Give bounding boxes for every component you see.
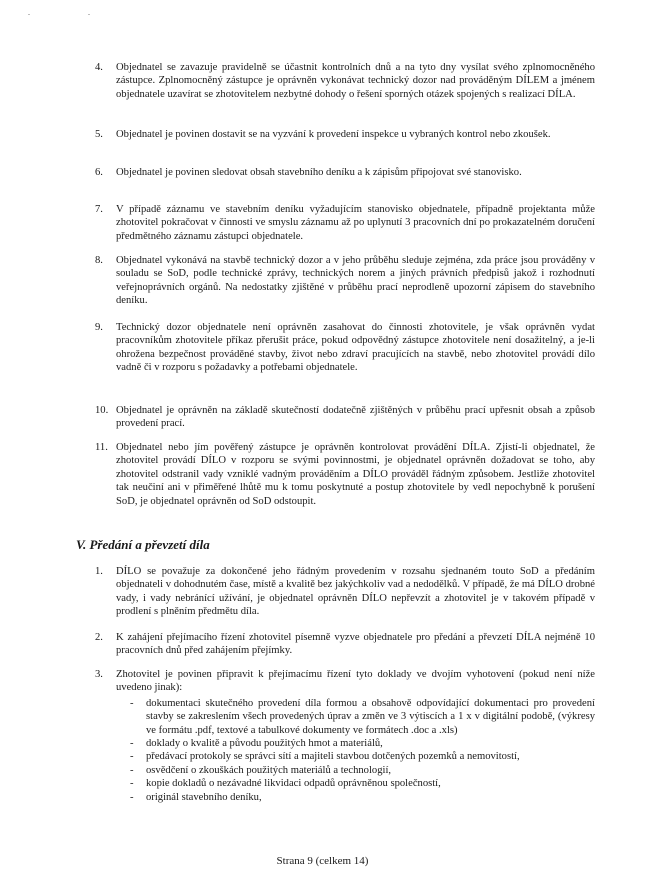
item-number: 4. (95, 62, 103, 73)
list-item (95, 128, 595, 141)
sub-list-item: - předávací protokoly se správci sítí a majiteli stavbou dotčených pozemků a nemovitostí, (130, 750, 595, 763)
item-text: Objednatel vykonává na stavbě technický dozor a v jeho průběhu sleduje zejména, zda práce jsou prováděny v souladu se SoD, podle technické zprávy, technických norem a jiných právních předpisů jakož i rozhodnutí veřejnoprávních orgánů. Na nedostatky zjištěné v průběhu prací neprodleně upozorní zápisem do stavebního deníku. (116, 255, 595, 307)
sub-list-item: - osvědčení o zkouškách použitých materiálů a technologií, (130, 764, 595, 777)
item-number: 9. (95, 322, 103, 333)
sub-list-item: - doklady o kvalitě a původu použitých hmot a materiálů, (130, 737, 595, 750)
item-number: 1. (95, 566, 103, 577)
item-text: Objednatel je povinen sledovat obsah stavebního deníku a k zápisům připojovat své stanovisko. (116, 167, 522, 178)
corner-marks: . . (28, 8, 118, 17)
item-text: Objednatel nebo jím pověřený zástupce je oprávněn kontrolovat provádění DÍLA. Zjistí-li objednatel, že zhotovitel provádí DÍLO v rozporu se svými povinnostmi, je objednatel oprávněn dožadovat se toho, aby zhotovitel odstranil vady vzniklé vadným prováděním a DÍLO prováděl řádným způsobem. Jestliže zhotovitel tak neučiní ani v přiměřené lhůtě mu k tomu poskytnuté a postup zhotovitele by vedl nepochybně k porušení SoD, je objednatel oprávněn od SoD odstoupit. (116, 442, 595, 507)
item-text: V případě záznamu ve stavebním deníku vyžadujícím stanovisko objednatele, případně projektanta může zhotovitel pokračovat v činnosti ve smyslu záznamu až po uplynutí 3 pracovních dní po prokazatelném doručení předmětného záznamu zástupci objednatele. (116, 204, 595, 242)
item-text-body: Zhotovitel je povinen připravit k přejímacímu řízení tyto doklady ve dvojím vyhotovení (pokud není níže uvedeno jinak): (116, 669, 595, 694)
document-checklist (116, 697, 595, 804)
item-text: Objednatel je oprávněn na základě skutečností dodatečně zjištěných v průběhu prací upřesnit obsah a způsob provedení prací. (116, 405, 595, 430)
list-item (95, 441, 595, 508)
list-item (95, 631, 595, 658)
item-text: Technický dozor objednatele není oprávněn zasahovat do činnosti zhotovitele, je však oprávněn vydat pracovníkům zhotovitele příkaz přerušit práce, pokud odpovědný zástupce zhotovitele není dosažitelný, a je-li ohrožena bezpečnost prováděné stavby, život nebo zdraví pracujících na stavbě, nebo zhotovitel provádí dílo vadně či v rozporu s požadavky a potřebami objednatele. (116, 322, 595, 374)
list-item (95, 668, 595, 804)
list-item (95, 254, 595, 308)
item-number: 5. (95, 129, 103, 140)
sub-list-item: - originál stavebního deníku, (130, 791, 595, 804)
list-item (95, 203, 595, 243)
item-text: Objednatel se zavazuje pravidelně se účastnit kontrolních dnů a na tyto dny vysílat svého zplnomocněného zástupce. Zplnomocněný zástupce je oprávněn vykonávat technický dozor nad prováděným DÍLEM a jménem objednatele uzavírat se zhotovitelem nezbytné dohody o řešení sporných otázek spojených s realizací DÍLA. (116, 62, 595, 100)
item-text: K zahájení přejímacího řízení zhotovitel písemně vyzve objednatele pro předání a převzetí DÍLA nejméně 10 pracovních dnů před zahájením přejímky. (116, 632, 595, 657)
item-text (116, 668, 595, 804)
item-number: 6. (95, 167, 103, 178)
item-number: 8. (95, 255, 103, 266)
list-item (95, 404, 595, 431)
list-item (95, 166, 595, 179)
item-number: 2. (95, 632, 103, 643)
item-number: 7. (95, 204, 103, 215)
section-title: V. Předání a převzetí díla (76, 537, 210, 552)
page-footer: Strana 9 (celkem 14) (276, 855, 369, 867)
sub-list-item: - dokumentaci skutečného provedení díla formou a obsahově odpovídající dokumentaci pro provedení stavby se zakreslením všech provedených úprav a změn ve 3 výtiscích a 1 x v digitální podobě, (výkresy ve formátu .pdf, textové a tabulkové dokumenty ve formátech .doc a .xls) (130, 697, 595, 737)
item-text: Objednatel je povinen dostavit se na vyzvání k provedení inspekce u vybraných kontrol nebo zkoušek. (116, 129, 551, 140)
item-text: DÍLO se považuje za dokončené jeho řádným provedením v rozsahu sjednaném touto SoD a předáním objednateli v dohodnutém čase, místě a kvalitě bez jakýchkoliv vad a nedodělků. V případě, že má DÍLO drobné vady, i vady nebránící užívání, je objednatel oprávněn DÍLO nepřevzít a zhotovitel je v takovém případě v prodlení s plněním předmětu díla. (116, 566, 595, 618)
item-number: 10. (95, 405, 109, 416)
item-number: 3. (95, 669, 103, 680)
item-number: 11. (95, 442, 108, 453)
list-item (95, 321, 595, 375)
list-item (95, 61, 595, 101)
list-item (95, 565, 595, 619)
sub-list-item: - kopie dokladů o nezávadné likvidaci odpadů oprávněnou společností, (130, 777, 595, 790)
